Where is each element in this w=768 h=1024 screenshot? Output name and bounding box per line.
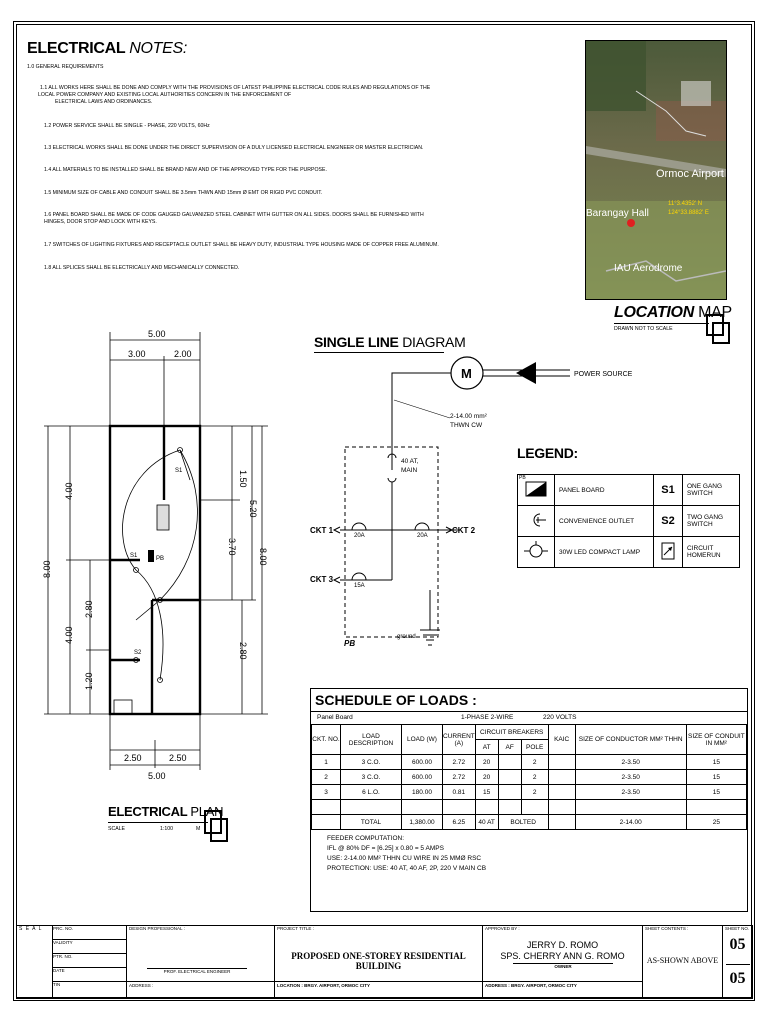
sheet-total: 05 <box>729 970 746 987</box>
project-title-label: PROJECT TITLE : <box>277 926 314 931</box>
legend-outlet-label: CONVENIENCE OUTLET <box>555 506 654 537</box>
location-title-bold: LOCATION <box>614 304 694 321</box>
dim-left-upper: 4.00 <box>64 482 74 500</box>
table-row-total <box>312 815 747 830</box>
notes-title-light: NOTES: <box>129 40 187 57</box>
approved-label: APPROVED BY : <box>485 926 520 931</box>
ground-label: ground <box>397 634 416 640</box>
sheet-no-label: SHEET NO. <box>725 926 750 931</box>
cell-pole: 2 <box>521 755 548 770</box>
location-map <box>585 40 727 300</box>
map-label-airport: Ormoc Airport <box>656 168 724 180</box>
feeder-size: 2-14.00 mm² <box>450 413 487 420</box>
note-item: 1.6 PANEL BOARD SHALL BE MADE OF CODE GAUGED GALVANIZED STEEL CABINET WITH GUTTER ON ALL SIDES. DOORS SHALL BE FURNISHED WITH <box>44 212 424 218</box>
cell-conductor: 2-3.50 <box>575 755 686 770</box>
meter-label: M <box>461 366 472 381</box>
feeder-line: PROTECTION: USE: 40 AT, 40 AF, 2P, 220 V MAIN CB <box>327 865 487 872</box>
switch-tag-s2: S2 <box>134 650 142 656</box>
note-item: 1.3 ELECTRICAL WORKS SHALL BE DONE UNDER THE DIRECT SUPERVISION OF A DULY LICENSED ELECTRICAL ENGINEER OR MASTER ELECTRICIAN. <box>44 145 424 151</box>
cell-conduit: 15 <box>686 770 746 785</box>
dim-left-overall: 8.00 <box>42 560 52 578</box>
cell-conductor: 2-3.50 <box>575 785 686 800</box>
design-professional-box <box>127 926 275 999</box>
cb2-rating: 20A <box>417 533 428 539</box>
owner-address: ADDRESS : BRGY. AIRPORT, ORMOC CITY <box>483 981 642 989</box>
cell-desc: 3 C.O. <box>341 755 402 770</box>
main-breaker-rating: 40 AT, <box>401 458 419 465</box>
plan-scale-label: SCALE <box>108 826 126 832</box>
cell-at: 15 <box>475 785 498 800</box>
cell-ckt: 1 <box>312 755 341 770</box>
project-title-box <box>275 926 483 999</box>
col-conduit: SIZE OF CONDUIT IN MM² <box>686 725 746 755</box>
cb3-rating: 15A <box>354 583 365 589</box>
dim-right-lower: 2.80 <box>238 642 248 660</box>
note-item: ELECTRICAL LAWS AND ORDINANCES. <box>55 99 153 105</box>
legend-table <box>517 474 740 568</box>
power-source-label: POWER SOURCE <box>574 371 633 378</box>
table-row <box>312 770 747 785</box>
single-line-title-light: DIAGRAM <box>402 334 466 350</box>
cell-current: 0.81 <box>443 785 476 800</box>
dim-left-mid: 2.80 <box>84 600 94 618</box>
feeder-line: USE: 2-14.00 MM² THHN CU WIRE IN 25 MMØ RSC <box>327 855 482 862</box>
cell-af <box>498 755 521 770</box>
tin-label: TIN <box>53 982 61 987</box>
cell-at: 20 <box>475 770 498 785</box>
note-item: 1.2 POWER SERVICE SHALL BE SINGLE - PHASE, 220 VOLTS, 60Hz <box>44 123 210 129</box>
cell-load: 600.00 <box>402 770 443 785</box>
legend-s1-code: S1 <box>654 475 683 506</box>
note-item: 1.7 SWITCHES OF LIGHTING FIXTURES AND RECEPTACLE OUTLET SHALL BE HEAVY DUTY, INDUSTRIAL TYPE HOUSING MADE OF COPPER FREE ALUMINUM. <box>44 242 439 248</box>
approved-box <box>483 926 643 999</box>
owner-name-1: JERRY D. ROMO <box>526 940 599 950</box>
cell-desc: 3 C.O. <box>341 770 402 785</box>
legend-panel-label: PANEL BOARD <box>555 475 654 506</box>
col-pole: POLE <box>521 740 548 755</box>
feeder-type: THWN CW <box>450 422 483 429</box>
breaker-ckt1-icon <box>352 523 366 530</box>
location-title-mark <box>712 322 730 344</box>
address-label: ADDRESS : <box>127 981 274 989</box>
col-ckt: CKT. NO. <box>312 725 341 755</box>
cell-kaic <box>548 755 575 770</box>
schedule-header-row <box>312 725 747 740</box>
legend-homerun-label: CIRCUIT HOMERUN <box>683 537 740 568</box>
ckt2-label: CKT 2 <box>452 526 476 535</box>
dim-left-lower: 4.00 <box>64 626 74 644</box>
cb1-rating: 20A <box>354 533 365 539</box>
validity-label: VALIDITY <box>53 940 126 954</box>
note-item: HINGES, DOOR STOP AND LOCK WITH KEYS. <box>44 219 157 225</box>
dim-bottom-right: 2.50 <box>169 753 187 763</box>
ckt3-label: CKT 3 <box>310 575 334 584</box>
switch-tag-s1: S1 <box>175 468 183 474</box>
feeder-line <box>392 373 451 470</box>
panel-tag-pb: PB <box>156 556 165 562</box>
legend-s2-code: S2 <box>654 506 683 537</box>
sheet-number-box <box>723 926 753 999</box>
sheet-contents: AS-SHOWN ABOVE <box>646 956 719 965</box>
note-item: LOCAL POWER COMPANY AND EXISTING LOCAL AUTHORITIES CONCERN IN THE ENFORCEMENT OF <box>38 92 292 98</box>
cell-conduit: 15 <box>686 785 746 800</box>
plan-title-underline <box>108 822 208 823</box>
note-item: 1.1 ALL WORKS HERE SHALL BE DONE AND COMPLY WITH THE PROVISIONS OF LATEST PHILIPPINE ELECTRICAL CODE RULES AND REGULATIONS OF THE <box>40 85 431 91</box>
notes-title <box>27 40 187 58</box>
legend-row <box>518 506 740 537</box>
total-conduit: 25 <box>686 815 746 830</box>
cell-ckt: 2 <box>312 770 341 785</box>
note-item: 1.4 ALL MATERIALS TO BE INSTALLED SHALL BE BRAND NEW AND OF THE APPROVED TYPE FOR THE PURPOSE. <box>44 167 327 173</box>
table-row-empty <box>312 800 747 815</box>
title-block <box>16 925 753 999</box>
legend-row <box>518 537 740 568</box>
total-load: 1,380.00 <box>402 815 443 830</box>
cell-af <box>498 770 521 785</box>
single-line-title-bold: SINGLE LINE <box>314 334 399 350</box>
date-label: DATE <box>53 968 126 982</box>
schedule-panel-info <box>311 711 747 724</box>
plan-scale-unit: M <box>196 826 201 832</box>
cell-load: 600.00 <box>402 755 443 770</box>
col-current: CURRENT (A) <box>443 725 476 755</box>
total-at: 40 AT <box>475 815 498 830</box>
schedule-of-loads-panel <box>310 688 748 912</box>
design-prof-label: DESIGN PROFESSIONAL : <box>129 926 185 931</box>
prc-label: PRC. NO. <box>53 926 126 940</box>
col-load: LOAD (W) <box>402 725 443 755</box>
dim-right-mid: 3.70 <box>227 538 237 556</box>
cell-load: 180.00 <box>402 785 443 800</box>
dim-right-overall: 8.00 <box>258 548 268 566</box>
schedule-table <box>311 724 747 830</box>
table-row <box>312 785 747 800</box>
cell-pole: 2 <box>521 770 548 785</box>
cell-conductor: 2-3.50 <box>575 770 686 785</box>
cell-kaic <box>548 770 575 785</box>
location-subtitle: DRAWN NOT TO SCALE <box>614 326 673 332</box>
dim-left-bottom: 1.20 <box>84 672 94 690</box>
schedule-phase: 1-PHASE 2-WIRE <box>461 714 514 721</box>
circuit-homerun-icon <box>654 537 683 568</box>
cell-desc: 6 L.O. <box>341 785 402 800</box>
cell-pole: 2 <box>521 785 548 800</box>
note-item: 1.5 MINIMUM SIZE OF CABLE AND CONDUIT SHALL BE 3.5mm THWN AND 15mm Ø EMT OR RIGID PVC CONDUIT. <box>44 190 323 196</box>
location-title-light: MAP <box>698 304 732 321</box>
total-bolted: BOLTED <box>498 815 548 830</box>
pb-label: PB <box>344 639 356 648</box>
map-label-hall: Barangay Hall <box>586 208 649 219</box>
plan-title-mark <box>210 818 228 842</box>
cell-kaic <box>548 785 575 800</box>
col-kaic: KAIC <box>548 725 575 755</box>
cell-at: 20 <box>475 755 498 770</box>
dim-top-right: 2.00 <box>174 349 192 359</box>
total-current: 6.25 <box>443 815 476 830</box>
arrow-left-icon <box>516 362 536 384</box>
legend-s2-label: TWO GANG SWITCH <box>683 506 740 537</box>
legend-s1-label: ONE GANG SWITCH <box>683 475 740 506</box>
sheet-contents-label: SHEET CONTENTS : <box>645 926 689 931</box>
map-coord-e: 124°33.8882' E <box>668 210 709 216</box>
schedule-title: SCHEDULE OF LOADS : <box>315 692 477 708</box>
led-lamp-icon <box>518 537 555 568</box>
dim-bottom-overall: 5.00 <box>148 771 166 781</box>
dim-top-overall: 5.00 <box>148 329 166 339</box>
feeder-line: IFL @ 80% DF = [6.25] x 0.80 = 5 AMPS <box>327 845 444 852</box>
dim-right-upper: 5.20 <box>248 500 258 518</box>
cell-af <box>498 785 521 800</box>
feeder-line: FEEDER COMPUTATION: <box>327 835 405 842</box>
breaker-ckt3-icon <box>352 573 366 580</box>
electrical-floor-plan <box>40 320 280 790</box>
map-coord-n: 11°3.4352' N <box>668 201 703 207</box>
col-breakers: CIRCUIT BREAKERS <box>475 725 548 740</box>
dim-top-left: 3.00 <box>128 349 146 359</box>
satellite-map-image <box>586 41 726 299</box>
ckt1-label: CKT 1 <box>310 526 334 535</box>
note-item: 1.8 ALL SPLICES SHALL BE ELECTRICALLY AND MECHANICALLY CONNECTED. <box>44 265 240 271</box>
panel-board-icon <box>518 475 555 506</box>
prof-role: PROF. ELECTRICAL ENGINEER <box>147 968 247 974</box>
plan-scale-value: 1:100 <box>160 826 173 832</box>
owner-label: OWNER <box>513 963 613 969</box>
cell-conduit: 15 <box>686 755 746 770</box>
cell-current: 2.72 <box>443 770 476 785</box>
cell-current: 2.72 <box>443 755 476 770</box>
plan-title-light: PLAN <box>190 804 224 819</box>
dim-bottom-left: 2.50 <box>124 753 142 763</box>
feeder-computation <box>311 830 747 878</box>
schedule-voltage: 220 VOLTS <box>543 714 577 721</box>
notes-section: 1.0 GENERAL REQUIREMENTS <box>27 64 104 70</box>
col-at: AT <box>475 740 498 755</box>
ptr-label: PTR. NO. <box>53 954 126 968</box>
main-breaker-label: MAIN <box>401 467 418 474</box>
switch-tag-s1: S1 <box>130 553 138 559</box>
schedule-panel: Panel Board <box>317 714 353 721</box>
legend-title: LEGEND: <box>517 445 578 461</box>
pb-tag: PB <box>519 475 526 481</box>
owner-name-2: SPS. CHERRY ANN G. ROMO <box>500 951 625 961</box>
total-conductor: 2-14.00 <box>575 815 686 830</box>
license-box <box>53 926 127 999</box>
map-label-aerodrome: IAU Aerodrome <box>614 263 683 274</box>
project-title: PROPOSED ONE-STOREY RESIDENTIAL BUILDING <box>291 951 466 971</box>
convenience-outlet-icon <box>518 506 555 537</box>
table-row <box>312 755 747 770</box>
plan-title-bold: ELECTRICAL <box>108 804 188 819</box>
cell-ckt: 3 <box>312 785 341 800</box>
sheet-number: 05 <box>729 936 746 953</box>
location-title-underline <box>614 323 709 324</box>
seal-box: S E A L <box>17 926 53 999</box>
legend-lamp-label: 30W LED COMPACT LAMP <box>555 537 654 568</box>
col-conductor: SIZE OF CONDUCTOR MM² THHN <box>575 725 686 755</box>
total-label: TOTAL <box>341 815 402 830</box>
col-af: AF <box>498 740 521 755</box>
sheet-contents-box <box>643 926 723 999</box>
project-location: LOCATION : BRGY. AIRPORT, ORMOC CITY <box>275 981 482 989</box>
breaker-ckt2-icon <box>415 523 429 530</box>
legend-row <box>518 475 740 506</box>
col-desc: LOAD DESCRIPTION <box>341 725 402 755</box>
notes-title-bold: ELECTRICAL <box>27 40 126 57</box>
dim-right-top: 1.50 <box>238 470 248 488</box>
